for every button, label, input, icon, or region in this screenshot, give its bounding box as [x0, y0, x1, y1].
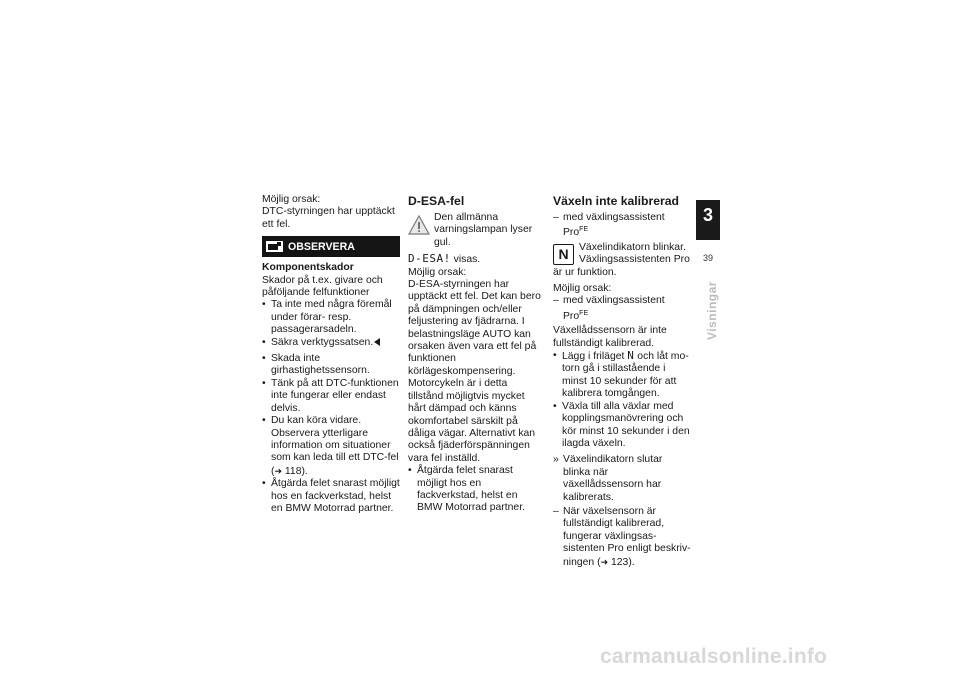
watermark: carmanualsonline.info [600, 645, 828, 668]
notice-title: Komponentskador [262, 262, 354, 274]
condition-line: – med växlingsassistent Pro$^{FE}$ [553, 295, 691, 323]
cause-label: Möjlig orsak: [553, 283, 612, 295]
chapter-tab [696, 200, 720, 240]
step-list [262, 353, 400, 515]
display-message: D-ESA! visas. [408, 252, 481, 266]
page-reference[interactable]: 118). [284, 465, 308, 477]
page-reference-arrow-icon: ➜ [274, 465, 283, 476]
gear-indicator-n-icon: N [553, 244, 574, 265]
list-item: • Åtgärda felet snarast möjligt hos en fackverkstad, helst en BMW Motorrad partner. [408, 465, 544, 515]
indicator-row [553, 242, 691, 279]
page-reference[interactable]: 123). [611, 556, 635, 568]
step-list [553, 350, 691, 450]
column-gear-not-calibrated [553, 194, 691, 571]
list-item: • Lägg i friläget N och låt motorn gå i stillastående i minst 10 sekunder för att kalibrera tomgången. [553, 350, 691, 401]
list-item: • Du kan köra vidare. Observera ytterligare information om situationer som kan leda till ett DTC-fel (➜ 118). [262, 415, 400, 478]
notice-list [262, 299, 400, 349]
indicator-text: Växelindikatorn blinkar. Växlingsassistenten Pro är ur funktion. [553, 241, 690, 278]
condition-line: – När växelsensorn är fullständigt kalibrerad, fungerar växlingsassistenten Pro enligt beskrivningen (➜ 123). [553, 506, 691, 569]
result-line: » Växelindikatorn slutar blinka när växellådssensorn har kalibrerats. [553, 454, 691, 504]
cause-text: Växellådssensorn är inte fullständigt kalibrerad. [553, 325, 667, 349]
page-number: 39 [702, 253, 713, 263]
motorcycle-warning-icon [266, 241, 283, 252]
end-of-notice-icon [374, 338, 380, 346]
chapter-number: 3 [702, 205, 713, 225]
step-list [408, 465, 544, 515]
section-heading: Växeln inte kalibrerad [553, 194, 679, 208]
notice-banner [262, 236, 400, 257]
section-heading: D-ESA-fel [408, 194, 465, 208]
condition-line: – med växlingsassistent Pro$^{FE}$ [553, 212, 691, 240]
cause-label: Möjlig orsak: [262, 194, 321, 205]
cause-text: D-ESA-styrningen har upptäckt ett fel. Det kan bero på dämpningen och/eller feljustering av fjädrarna. I belastningsläge AUTO kan orsaken även vara ett fel på funktionen körlägeskompensering. Motorcykeln är i detta tillstånd möjligtvis mycket hårt dämpad och känns okomfortabel särskilt på dåliga vägar. Alternativt kan också fjäderförspänningen vara fel inställd. [408, 279, 541, 464]
list-item: • Åtgärda felet snarast möjligt hos en fackverkstad, helst en BMW Motorrad partner. [262, 478, 400, 515]
display-code: D-ESA! [408, 252, 451, 266]
column-desa-fault [408, 194, 544, 519]
warning-text: Den allmänna varningslampan lyser gul. [434, 212, 533, 248]
list-item: • Skada inte girhastighetssensorn. [262, 353, 400, 378]
notice-label: OBSERVERA [288, 240, 355, 253]
column-dtc-fault [262, 194, 400, 519]
list-item: • Växla till alla växlar med kopplingsmanövrering och kör minst 10 sekunder i den ilagda växeln. [553, 401, 691, 451]
warning-triangle-icon [408, 215, 430, 235]
notice-text: Skador på t.ex. givare och påföljande felfunktioner [262, 274, 383, 299]
list-item: • Tänk på att DTC-funktionen inte fungerar eller endast delvis. [262, 378, 400, 415]
page-reference-arrow-icon: ➜ [600, 556, 609, 567]
cause-text: DTC-styrningen har upptäckt ett fel. [262, 206, 395, 230]
cause-label: Möjlig orsak: [408, 266, 467, 278]
list-item: • Säkra verktygssatsen. [262, 337, 400, 349]
list-item: • Ta inte med några föremål under förar- resp. passagerarsadeln. [262, 299, 400, 336]
warning-lamp-row [408, 212, 544, 249]
